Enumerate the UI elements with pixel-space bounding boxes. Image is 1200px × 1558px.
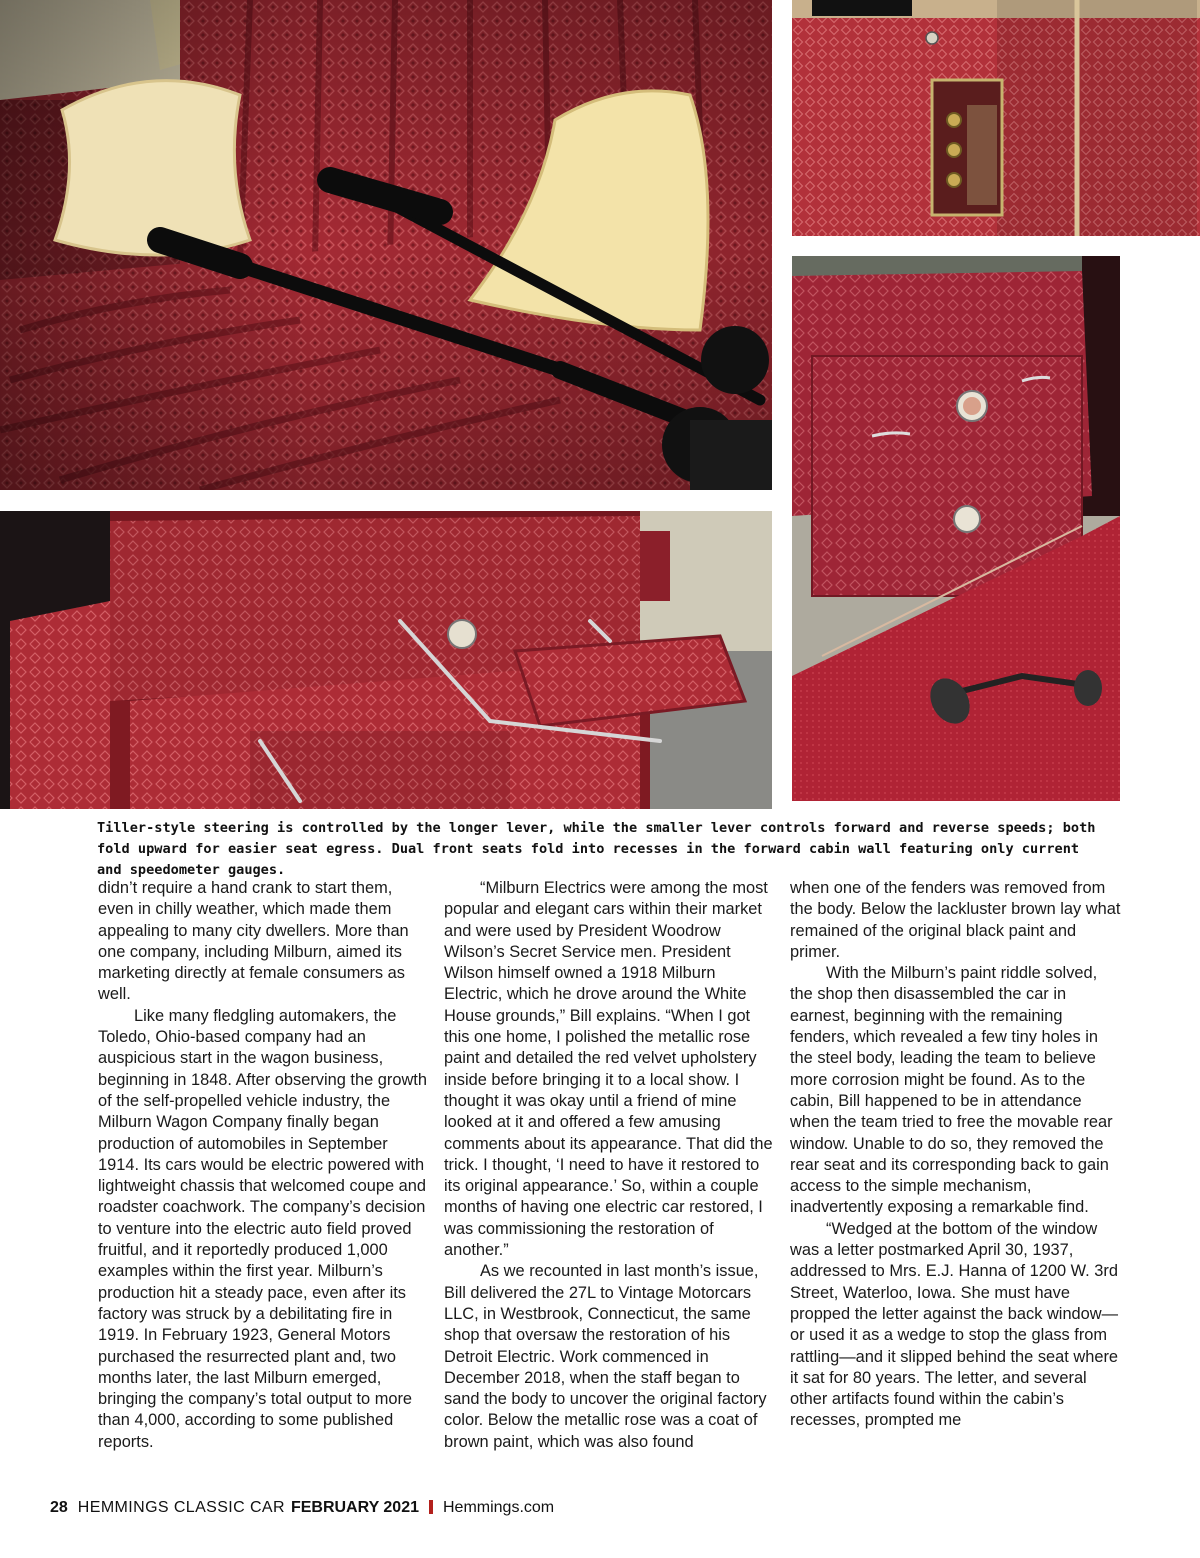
paragraph: didn’t require a hand crank to start them, even in chilly weather, which made them appealing to many city dwellers. More than one company, including Milburn, aimed its marketing directly at female consumers as well. xyxy=(98,879,409,1004)
article-column-1 xyxy=(98,878,430,1453)
article-column-2 xyxy=(444,878,776,1453)
photo-folding-seat xyxy=(0,511,772,809)
photo-cabin-wall-gauges xyxy=(792,256,1120,801)
paragraph: when one of the fenders was removed from the body. Below the lackluster brown lay what remained of the original black paint and primer. xyxy=(790,879,1121,961)
paragraph: With the Milburn’s paint riddle solved, the shop then disassembled the car in earnest, beginning with the remaining fenders, which revealed a few tiny holes in the steel body, leading the team to believe more corrosion might be found. As to the cabin, Bill happened to be in attendance when the team tried to free the movable rear window. Unable to do so, they removed the rear seat and its corresponding back to gain access to the simple mechanism, inadvertently exposing a remarkable find. xyxy=(790,964,1113,1217)
article-column-3 xyxy=(790,878,1122,1432)
magazine-title: HEMMINGS CLASSIC CAR xyxy=(77,1499,285,1516)
photo-door-buttons xyxy=(792,0,1200,236)
photo-rear-bench-tiller xyxy=(0,0,772,490)
issue-date: FEBRUARY 2021 xyxy=(290,1499,419,1516)
paragraph: As we recounted in last month’s issue, Bill delivered the 27L to Vintage Motorcars LLC, in Westbrook, Connecticut, the same shop that oversaw the restoration of his Detroit Electric. Work commenced in December 2018, when the staff began to sand the body to uncover the original factory color. Below the metallic rose was a coat of brown paint, which was also found xyxy=(444,1262,767,1451)
paragraph: “Wedged at the bottom of the window was a letter postmarked April 30, 1937, addressed to Mrs. E.J. Hanna of 1200 W. 3rd Street, Waterloo, Iowa. She must have propped the letter against the back window—or used it as a wedge to stop the glass from rattling—and it slipped behind the seat where it sat for 80 years. The letter, and several other artifacts found within the cabin’s recesses, prompted me xyxy=(790,1219,1119,1430)
paragraph: Like many fledgling automakers, the Toledo, Ohio-based company had an auspicious start in the wagon business, beginning in 1848. After observing the growth of the self-propelled vehicle industry, the Milburn Wagon Company finally began production of automobiles in September 1914. Its cars would be electric powered with lightweight chassis that welcomed coupe and roadster coachwork. The company’s decision to venture into the electric auto field proved fruitful, and it reportedly produced 1,000 examples within the first year. Milburn’s production hit a steady pace, even after its factory was struck by a debilitating fire in 1919. In February 1923, General Motors purchased the resurrected plant and, two months later, the last Milburn emerged, bringing the company’s total output to more than 4,000, according to some published reports. xyxy=(98,1006,427,1451)
footer-separator xyxy=(429,1500,433,1514)
paragraph: “Milburn Electrics were among the most popular and elegant cars within their market and were used by President Woodrow Wilson’s Secret Service men. President Wilson himself owned a 1918 Milburn Electric, which he drove around the White House grounds,” Bill explains. “When I got this one home, I polished the metallic rose paint and detailed the red velvet upholstery inside before bringing it to a local show. I thought it was okay until a friend of mine looked at it and offered a few amusing comments about its appearance. That did the trick. I thought, ‘I need to have it restored to its original appearance.’ So, within a couple months of having one electric car restored, I was commissioning the restoration of another.” xyxy=(444,879,773,1260)
page-number: 28 xyxy=(50,1499,68,1516)
photo-caption: Tiller-style steering is controlled by the longer lever, while the smaller lever controls forward and reverse speeds; both fold upward for easier seat egress. Dual front seats fold into recesses in the forward cabin wall featuring only current and speedometer gauges. xyxy=(97,820,1096,878)
website-link[interactable]: Hemmings.com xyxy=(442,1499,555,1516)
page-footer xyxy=(50,1499,554,1517)
